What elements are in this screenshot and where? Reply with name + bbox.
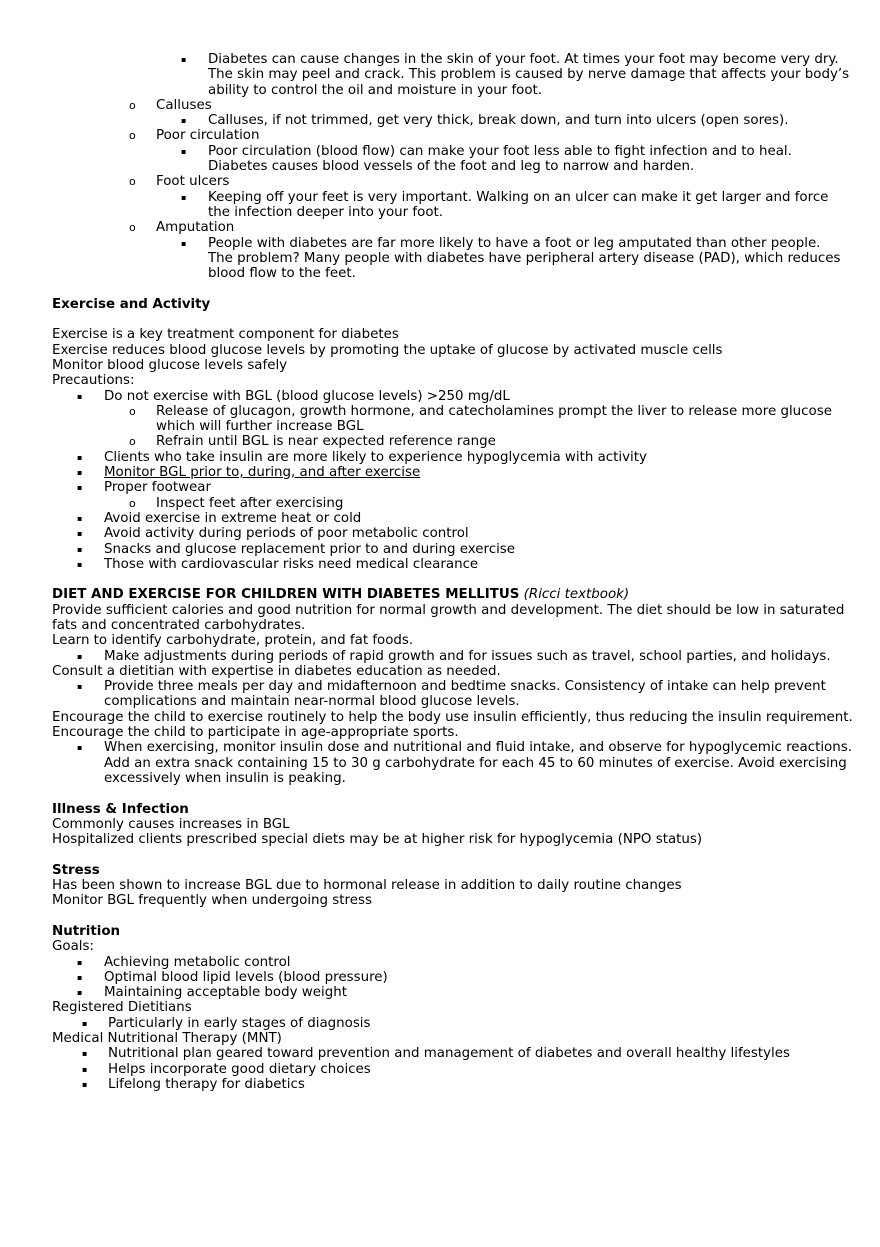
square-bullet-icon: ▪ (77, 957, 83, 967)
square-bullet-icon: ▪ (77, 483, 83, 493)
paragraph-line: Precautions: (52, 373, 135, 389)
list-item-continued: ability to control the oil and moisture in your foot. (208, 82, 543, 98)
list-item-continued: which will further increase BGL (156, 419, 364, 435)
spacer (0, 786, 880, 801)
square-bullet-icon: ▪ (181, 192, 187, 202)
section-heading-exercise: Exercise and Activity (52, 296, 211, 312)
square-bullet-icon: ▪ (77, 468, 83, 478)
square-bullet-icon: ▪ (181, 116, 187, 126)
circle-bullet-icon: o (129, 496, 136, 510)
list-item-continued: The skin may peel and crack. This problem is caused by nerve damage that affects your body’s (208, 67, 850, 83)
list-item: ▪ Achieving metabolic control (77, 954, 291, 970)
paragraph-line: Provide sufﬁcient calories and good nutrition for normal growth and development. The diet should be low in saturated (52, 602, 845, 618)
square-bullet-icon: ▪ (77, 391, 83, 401)
section-heading-stress: Stress (52, 862, 100, 878)
list-item-continued: excessively when insulin is peaking. (104, 770, 346, 786)
list-item: ▪ Do not exercise with BGL (blood glucose levels) >250 mg/dL (77, 388, 510, 404)
list-item-continued: Diabetes causes blood vessels of the foot and leg to narrow and harden. (208, 159, 695, 175)
paragraph-line: Consult a dietitian with expertise in diabetes education as needed. (52, 663, 501, 679)
list-item-continued: the infection deeper into your foot. (208, 204, 444, 220)
paragraph-line: Learn to identify carbohydrate, protein, and fat foods. (52, 633, 414, 649)
list-item: ▪ People with diabetes are far more likely to have a foot or leg amputated than other people. (181, 235, 821, 251)
section-heading-nutrition: Nutrition (52, 923, 121, 939)
list-item: ▪ Poor circulation (blood flow) can make your foot less able to fight infection and to heal. (181, 143, 792, 159)
circle-bullet-icon: o (129, 129, 136, 143)
list-item: ▪ Those with cardiovascular risks need medical clearance (77, 556, 479, 572)
list-item: ▪ Particularly in early stages of diagnosis (82, 1015, 371, 1031)
list-item: ▪ Diabetes can cause changes in the skin of your foot. At times your foot may become very dry. (181, 52, 839, 67)
paragraph-line: Hospitalized clients prescribed special diets may be at higher risk for hypoglycemia (NPO status) (52, 832, 703, 848)
list-item-continued: blood flow to the feet. (208, 266, 356, 282)
list-item: ▪ Maintaining acceptable body weight (77, 985, 347, 1001)
list-item-continued: complications and maintain near-normal blood glucose levels. (104, 694, 520, 710)
paragraph-line: fats and concentrated carbohydrates. (52, 617, 306, 633)
spacer (0, 572, 880, 587)
list-item: ▪ When exercising, monitor insulin dose and nutritional and ﬂuid intake, and observe for hypoglycemic reactions. (77, 740, 852, 756)
list-item: ▪ Avoid activity during periods of poor metabolic control (77, 526, 469, 542)
square-bullet-icon: ▪ (77, 972, 83, 982)
paragraph-line: Encourage the child to participate in age-appropriate sports. (52, 725, 459, 741)
list-item: o Foot ulcers (129, 174, 230, 190)
square-bullet-icon: ▪ (181, 55, 187, 64)
list-item: ▪ Keeping off your feet is very important. Walking on an ulcer can make it get larger and force (181, 189, 829, 205)
list-item: ▪ Calluses, if not trimmed, get very thick, break down, and turn into ulcers (open sores). (181, 113, 789, 129)
circle-bullet-icon: o (129, 404, 136, 418)
list-item: o Refrain until BGL is near expected reference range (129, 434, 496, 450)
spacer (0, 909, 880, 924)
section-heading-illness: Illness & Infection (52, 801, 189, 817)
list-item: o Release of glucagon, growth hormone, and catecholamines prompt the liver to release more glucose (129, 403, 832, 419)
list-item: ▪ Avoid exercise in extreme heat or cold (77, 510, 362, 526)
circle-bullet-icon: o (129, 221, 136, 235)
square-bullet-icon: ▪ (77, 743, 83, 753)
square-bullet-icon: ▪ (77, 544, 83, 554)
circle-bullet-icon: o (129, 435, 136, 449)
circle-bullet-icon: o (129, 175, 136, 189)
list-item: ▪ Optimal blood lipid levels (blood pressure) (77, 969, 388, 985)
list-item: ▪ Nutritional plan geared toward prevention and management of diabetes and overall healthy lifestyles (82, 1046, 790, 1062)
spacer (0, 312, 880, 327)
square-bullet-icon: ▪ (77, 452, 83, 462)
paragraph-line: Has been shown to increase BGL due to hormonal release in addition to daily routine changes (52, 878, 682, 894)
list-item: ▪ Proper footwear (77, 480, 211, 496)
list-item: ▪ Clients who take insulin are more likely to experience hypoglycemia with activity (77, 449, 647, 465)
section-heading-children: DIET AND EXERCISE FOR CHILDREN WITH DIABETES MELLITUS (Ricci textbook) (52, 587, 630, 603)
square-bullet-icon: ▪ (77, 559, 83, 569)
spacer (0, 281, 880, 296)
list-item: ▪ Helps incorporate good dietary choices (82, 1061, 371, 1077)
paragraph-line: Goals: (52, 939, 94, 955)
paragraph-line: Registered Dietitians (52, 1000, 192, 1016)
paragraph-line: Exercise reduces blood glucose levels by promoting the uptake of glucose by activated muscle cells (52, 342, 723, 358)
square-bullet-icon: ▪ (82, 1018, 88, 1028)
paragraph-line: Encourage the child to exercise routinely to help the body use insulin efﬁciently, thus reducing the insulin requirement. (52, 709, 853, 725)
list-item: ▪ Make adjustments during periods of rapid growth and for issues such as travel, school parties, and holidays. (77, 648, 831, 664)
square-bullet-icon: ▪ (181, 238, 187, 248)
list-item: o Poor circulation (129, 128, 260, 144)
square-bullet-icon: ▪ (181, 146, 187, 156)
list-item-continued: The problem? Many people with diabetes have peripheral artery disease (PAD), which reduces (208, 250, 841, 266)
list-item-continued: Add an extra snack containing 15 to 30 g carbohydrate for each 45 to 60 minutes of exercise. Avoid exercising (104, 755, 847, 771)
circle-bullet-icon: o (129, 98, 136, 112)
square-bullet-icon: ▪ (77, 529, 83, 539)
square-bullet-icon: ▪ (82, 1049, 88, 1059)
list-item: o Amputation (129, 220, 235, 236)
square-bullet-icon: ▪ (82, 1064, 88, 1074)
square-bullet-icon: ▪ (82, 1079, 88, 1089)
square-bullet-icon: ▪ (77, 513, 83, 523)
square-bullet-icon: ▪ (77, 682, 83, 692)
paragraph-line: Commonly causes increases in BGL (52, 816, 290, 832)
square-bullet-icon: ▪ (77, 988, 83, 998)
paragraph-line: Exercise is a key treatment component for diabetes (52, 327, 399, 343)
spacer (0, 847, 880, 862)
document-page (0, 52, 880, 1092)
paragraph-line: Monitor BGL frequently when undergoing stress (52, 893, 372, 909)
list-item: o Calluses (129, 97, 212, 113)
list-item: o Inspect feet after exercising (129, 495, 344, 511)
list-item: ▪ Monitor BGL prior to, during, and after exercise (77, 465, 421, 481)
paragraph-line: Medical Nutritional Therapy (MNT) (52, 1031, 282, 1046)
list-item: ▪ Snacks and glucose replacement prior to and during exercise (77, 541, 516, 557)
paragraph-line: Monitor blood glucose levels safely (52, 357, 288, 373)
list-item: ▪ Lifelong therapy for diabetics (82, 1076, 305, 1092)
square-bullet-icon: ▪ (77, 651, 83, 661)
list-item: ▪ Provide three meals per day and midafternoon and bedtime snacks. Consistency of intake can help prevent (77, 679, 826, 695)
